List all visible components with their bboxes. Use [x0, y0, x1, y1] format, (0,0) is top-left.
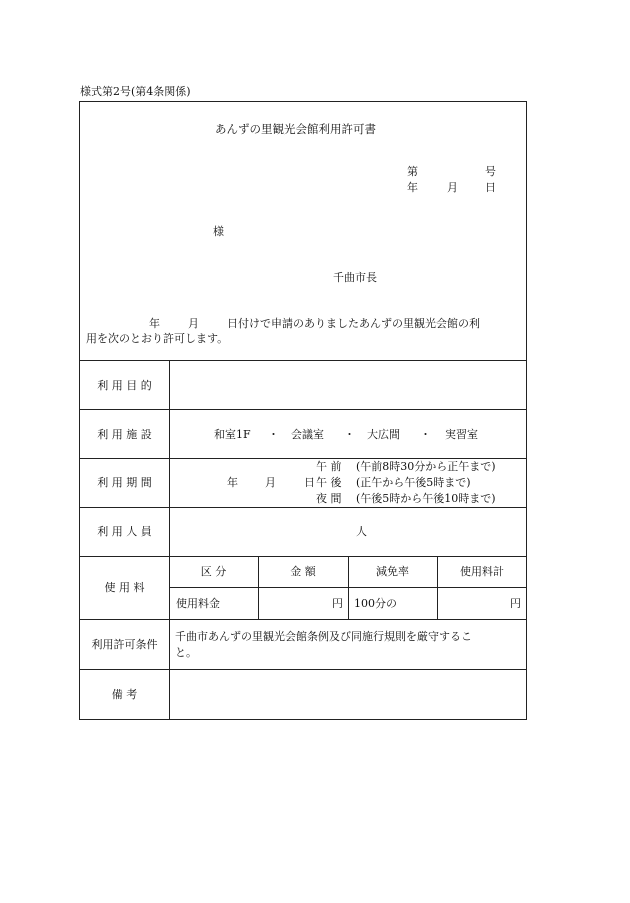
rule: [80, 360, 526, 361]
facility-separator: ・: [344, 428, 355, 441]
period-slot-morning-detail: (午前8時30分から正午まで): [356, 460, 496, 473]
intro-line2: 用を次のとおり許可します。: [86, 332, 229, 345]
facility-label: 利 用 施 設: [97, 428, 152, 441]
period-slot-morning[interactable]: 午 前: [316, 460, 342, 473]
remarks-label: 備 考: [111, 688, 138, 701]
period-slot-afternoon[interactable]: 午 後: [316, 476, 342, 489]
period-slot-afternoon-detail: (正午から午後5時まで): [356, 476, 471, 489]
people-label: 利 用 人 員: [97, 525, 152, 538]
fee-header-total: 使用料計: [460, 565, 504, 578]
intro-nen: 年: [149, 317, 160, 330]
fee-total-unit: 円: [510, 597, 521, 610]
rule: [80, 669, 526, 670]
form-title: あんずの里観光会館利用許可書: [215, 122, 376, 136]
ref-hi: 日: [485, 181, 496, 194]
facility-option-washitsu[interactable]: 和室1F: [214, 428, 251, 441]
ref-dai: 第: [407, 165, 418, 178]
period-slot-night-detail: (午後5時から午後10時まで): [356, 492, 496, 505]
intro-line1: 日付けで申請のありましたあんずの里観光会館の利: [227, 317, 480, 330]
addressee-suffix: 様: [213, 225, 224, 238]
facility-separator: ・: [420, 428, 431, 441]
facility-option-jisshushitsu[interactable]: 実習室: [445, 428, 478, 441]
ref-tsuki: 月: [447, 181, 458, 194]
rule: [80, 458, 526, 459]
fee-amount-unit: 円: [332, 597, 343, 610]
issuer: 千曲市長: [333, 271, 377, 284]
fee-label: 使 用 料: [104, 581, 145, 594]
period-slot-night[interactable]: 夜 間: [316, 492, 342, 505]
people-unit: 人: [356, 525, 367, 538]
facility-option-kaigishitsu[interactable]: 会議室: [291, 428, 324, 441]
rule: [80, 556, 526, 557]
period-tsuki: 月: [265, 476, 276, 489]
label-divider: [169, 360, 170, 719]
form-number: 様式第2号(第4条関係): [80, 85, 191, 98]
facility-separator: ・: [268, 428, 279, 441]
rule: [80, 507, 526, 508]
fee-kubun-value: 使用料金: [176, 597, 220, 610]
rule: [80, 409, 526, 410]
facility-option-ohiroma[interactable]: 大広間: [367, 428, 400, 441]
fee-genmen-value: 100分の: [354, 597, 397, 610]
period-label: 利 用 期 間: [97, 476, 152, 489]
fee-header-kingaku: 金 額: [290, 565, 316, 578]
period-hi: 日: [304, 476, 315, 489]
intro-tsuki: 月: [188, 317, 199, 330]
fee-header-kubun: 区 分: [200, 565, 227, 578]
conditions-line1: 千曲市あんずの里観光会館条例及び同施行規則を厳守するこ: [175, 630, 472, 643]
rule: [80, 619, 526, 620]
fee-header-genmen: 減免率: [376, 565, 409, 578]
conditions-line2: と。: [175, 646, 197, 659]
permit-form: [79, 101, 527, 720]
conditions-label: 利用許可条件: [91, 638, 158, 651]
purpose-label: 利 用 目 的: [97, 379, 152, 392]
period-nen: 年: [227, 476, 238, 489]
ref-go: 号: [485, 165, 496, 178]
ref-nen: 年: [407, 181, 418, 194]
